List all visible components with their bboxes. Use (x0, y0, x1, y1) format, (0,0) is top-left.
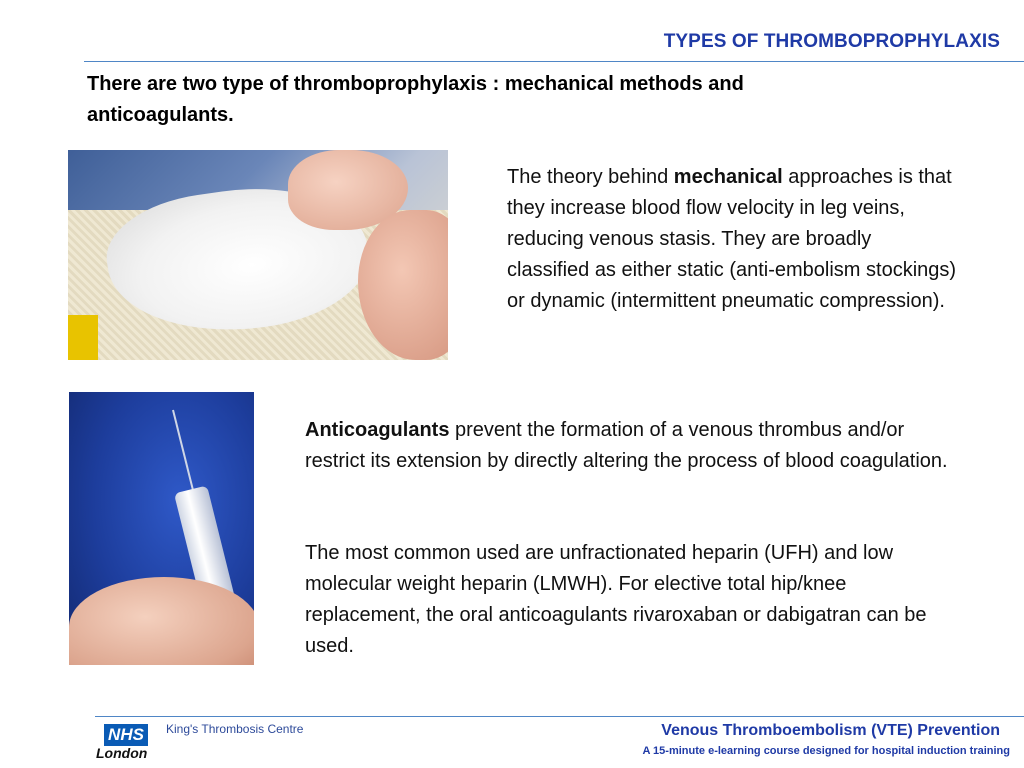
course-title: Venous Thromboembolism (VTE) Prevention (661, 722, 1000, 739)
course-subtitle: A 15-minute e-learning course designed for hospital induction training (642, 745, 1010, 757)
syringe-photo (69, 392, 254, 665)
intro-text: There are two type of thromboprophylaxis : mechanical methods and anticoagulants. (87, 73, 744, 126)
mechanical-prefix: The theory behind (507, 166, 674, 188)
photo-fingers (69, 577, 254, 665)
mechanical-suffix: approaches is that they increase blood flow velocity in leg veins, reducing venous stasis. They are broadly classified as either static (anti-embolism stockings) or dynamic (intermittent pneumatic compression). (507, 166, 957, 312)
footer-divider (95, 716, 1024, 717)
mechanical-bold: mechanical (673, 166, 783, 188)
mechanical-paragraph (507, 162, 957, 317)
photo-yellow-corner (68, 315, 98, 360)
nhs-logo: NHS (104, 724, 148, 746)
slide-title: TYPES OF THROMBOPROPHYLAXIS (663, 31, 1000, 52)
anticoagulants-bold: Anticoagulants (305, 419, 450, 441)
anticoagulants-paragraph (305, 415, 965, 477)
kings-thrombosis-centre-logo: King's Thrombosis Centre (166, 722, 304, 736)
title-divider (84, 61, 1024, 62)
common-use-paragraph: The most common used are unfractionated heparin (UFH) and low molecular weight heparin (LMWH). For elective total hip/knee replacement, the oral anticoagulants rivaroxaban or dabigatran can be used. (305, 542, 927, 657)
anti-embolism-stocking-photo (68, 150, 448, 360)
photo-needle (172, 410, 196, 498)
nhs-region-label: London (96, 745, 148, 761)
anticoagulants-suffix: prevent the formation of a venous thrombus and/or restrict its extension by directly altering the process of blood coagulation. (305, 419, 948, 472)
